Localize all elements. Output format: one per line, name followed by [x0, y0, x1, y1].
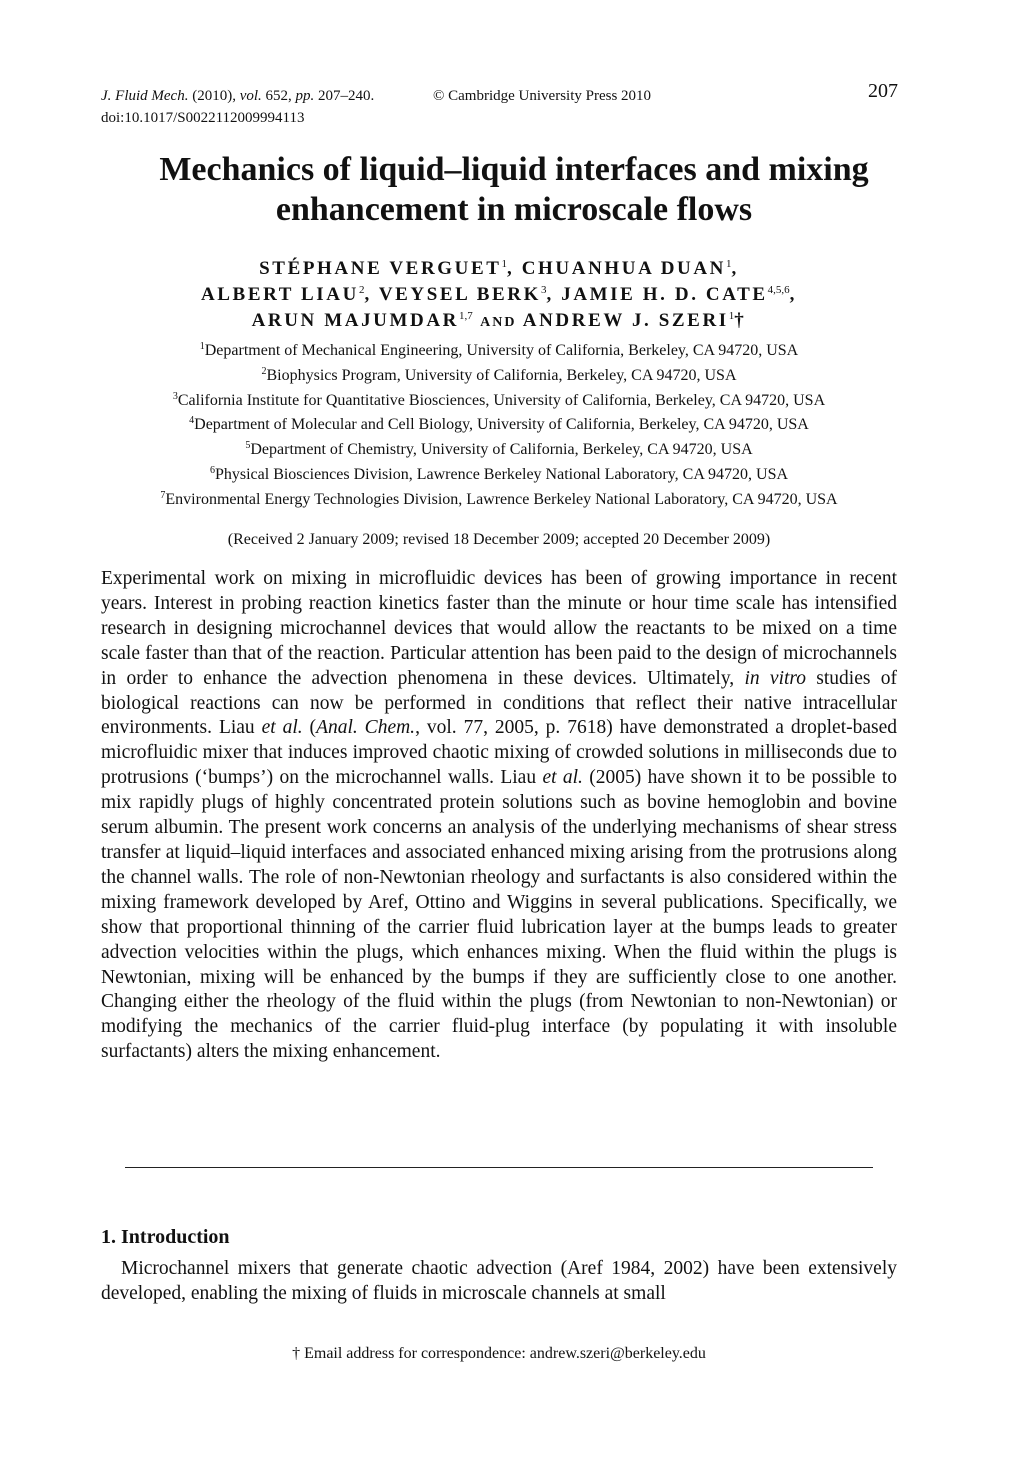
author: VEYSEL BERK$^3$,	[378, 284, 554, 305]
page-number: 207	[868, 80, 898, 102]
intro-paragraph: Microchannel mixers that generate chaotic advection (Aref 1984, 2002) have been extensively developed, enabling the mixing of fluids in microscale channels at small	[101, 1258, 897, 1304]
volume-number: 652,	[265, 88, 292, 104]
author-list	[90, 256, 908, 336]
correspondence-footnote: † Email address for correspondence: andrew.szeri@berkeley.edu	[292, 1345, 706, 1362]
author: ARUN MAJUMDAR$^{1,7}$	[251, 310, 473, 331]
affiliation: $^4$Department of Molecular and Cell Biology, University of California, Berkeley, CA 94720, USA	[189, 415, 809, 434]
affiliation: $^7$Environmental Energy Technologies Division, Lawrence Berkeley National Laboratory, CA 94720, USA	[160, 489, 838, 508]
affiliation: $^1$Department of Mechanical Engineering, University of California, Berkeley, CA 94720, USA	[199, 341, 799, 359]
author: ALBERT LIAU$^2$,	[200, 284, 372, 305]
authors-conjunction: AND	[480, 315, 517, 330]
author: ANDREW J. SZERI$^1$†	[522, 310, 747, 331]
author: JAMIE H. D. CATE$^{4,5,6}$,	[561, 284, 798, 305]
copyright-notice: © Cambridge University Press 2010	[433, 88, 652, 104]
doi: doi:10.1017/S0022112009994113	[101, 110, 305, 126]
volume-label: vol.	[239, 88, 262, 104]
author: STÉPHANE VERGUET$^1$,	[259, 258, 515, 279]
page-range: 207–240.	[318, 88, 375, 104]
section-heading: 1. Introduction	[101, 1226, 230, 1248]
abstract: Experimental work on mixing in microfluidic devices has been of growing importance in recent years. Interest in probing reaction kinetics faster than the minute or hour time scale has intensified research in designing microchannel devices that would allow the reactants to be mixed on a time scale faster than that of the reaction. Particular attention has been paid to the design of microchannels in order to enhance the advection phenomena in these devices. Ultimately, in vitro studies of biological reactions can now be performed in conditions that reflect their native intracellular environments. Liau et al. (Anal. Chem., vol. 77, 2005, p. 7618) have demonstrated a droplet-based microfluidic mixer that induces improved chaotic mixing of crowded solutions in milliseconds due to protrusions (‘bumps’) on the microchannel walls. Liau et al. (2005) have shown it to be possible to mix rapidly plugs of highly concentrated protein solutions such as bovine hemoglobin and bovine serum albumin. The present work concerns an analysis of the underlying mechanisms of shear stress transfer at liquid–liquid interfaces and associated enhanced mixing arising from the protrusions along the channel walls. The role of non-Newtonian rheology and surfactants is also considered within the mixing framework developed by Aref, Ottino and Wiggins in several publications. Specifically, we show that proportional thinning of the carrier fluid lubrication layer at the bumps leads to greater advection velocities within the plugs, which enhances mixing. When the fluid within the plugs is Newtonian, mixing will be enhanced by the bumps if they are sufficiently close to one another. Changing either the rheology of the fluid within the plugs (from Newtonian to non-Newtonian) or modifying the mechanics of the carrier fluid-plug interface (by populating it with insoluble surfactants) alters the mixing enhancement.	[101, 568, 897, 1063]
affiliation: $^3$California Institute for Quantitative Biosciences, University of California, Berkeley, CA 94720, USA	[172, 390, 826, 409]
author: CHUANHUA DUAN$^1$,	[521, 258, 739, 279]
affiliations	[60, 339, 938, 513]
pages-label: pp.	[295, 88, 315, 104]
abstract-divider	[125, 1167, 873, 1168]
paper-title: Mechanics of liquid–liquid interfaces and mixing enhancement in microscale flows	[159, 151, 869, 228]
affiliation: $^6$Physical Biosciences Division, Lawrence Berkeley National Laboratory, CA 94720, USA	[209, 464, 789, 483]
affiliation: $^2$Biophysics Program, University of California, Berkeley, CA 94720, USA	[261, 365, 737, 384]
received-dates: (Received 2 January 2009; revised 18 December 2009; accepted 20 December 2009)	[227, 531, 771, 548]
journal-name: J. Fluid Mech.	[101, 88, 189, 104]
journal-year: (2010),	[192, 88, 236, 104]
running-header	[101, 86, 374, 106]
affiliation: $^5$Department of Chemistry, University of California, Berkeley, CA 94720, USA	[245, 440, 753, 459]
